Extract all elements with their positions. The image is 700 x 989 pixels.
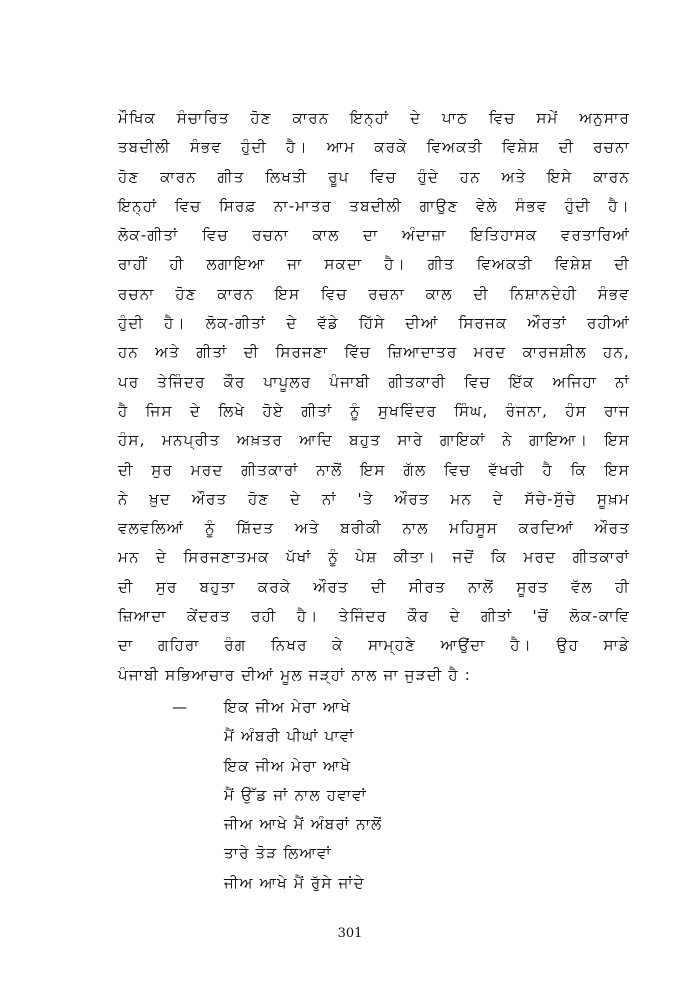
poem-line-text: ਇਕ ਜੀਅ ਮੇਰਾ ਆਖੇ	[224, 698, 352, 716]
paragraph-line: ਨੇ ਖ਼ੁਦ ਔਰਤ ਹੋਣ ਦੇ ਨਾਂ 'ਤੇ ਔਰਤ ਮਨ ਦੇ ਸੱਚੇ-ਸੁੱਚੇ ਸੂਖ਼ਮ	[118, 489, 630, 508]
paragraph-line: ਜ਼ਿਆਦਾ ਕੇਂਦਰਤ ਰਹੀ ਹੈ। ਤੇਜਿੰਦਰ ਕੌਰ ਦੇ ਗੀਤਾਂ 'ਚੋਂ ਲੋਕ-ਕਾਵਿ	[118, 607, 630, 626]
paragraph-line: ਹਨ ਅਤੇ ਗੀਤਾਂ ਦੀ ਸਿਰਜਣਾ ਵਿੱਚ ਜ਼ਿਆਦਾਤਰ ਮਰਦ ਕਾਰਜਸ਼ੀਲ ਹਨ,	[118, 343, 630, 362]
paragraph-line: ਪੰਜਾਬੀ ਸਭਿਆਚਾਰ ਦੀਆਂ ਮੂਲ ਜੜ੍ਹਾਂ ਨਾਲ ਜਾ ਜੁੜਦੀ ਹੈ :	[118, 665, 472, 684]
paragraph-line: ਦੀ ਸੁਰ ਬਹੁਤਾ ਕਰਕੇ ਔਰਤ ਦੀ ਸੀਰਤ ਨਾਲੋਂ ਸੂਰਤ ਵੱਲ ਹੀ	[118, 577, 630, 596]
poem-line-text: ਇਕ ਜੀਅ ਮੇਰਾ ਆਖੇ	[224, 756, 352, 775]
paragraph-line: ਤਬਦੀਲੀ ਸੰਭਵ ਹੁੰਦੀ ਹੈ। ਆਮ ਕਰਕੇ ਵਿਅਕਤੀ ਵਿਸ਼ੇਸ਼ ਦੀ ਰਚਨਾ	[118, 138, 630, 157]
paragraph-line: ਹੁੰਦੀ ਹੈ। ਲੋਕ-ਗੀਤਾਂ ਦੇ ਵੱਡੇ ਹਿੱਸੇ ਦੀਆਂ ਸਿਰਜਕ ਔਰਤਾਂ ਰਹੀਆਂ	[118, 314, 630, 333]
paragraph-line: ਹੰਸ, ਮਨਪ੍ਰੀਤ ਅਖ਼ਤਰ ਆਦਿ ਬਹੁਤ ਸਾਰੇ ਗਾਇਕਾਂ ਨੇ ਗਾਇਆ। ਇਸ	[118, 431, 630, 450]
poem-line-text: ਮੈਂ ਅੰਬਰੀ ਪੀਘਾਂ ਪਾਵਾਂ	[224, 727, 355, 746]
paragraph-line: ਵਲਵਲਿਆਂ ਨੂੰ ਸ਼ਿੱਦਤ ਅਤੇ ਬਰੀਕੀ ਨਾਲ ਮਹਿਸੂਸ ਕਰਦਿਆਂ ਔਰਤ	[118, 519, 630, 538]
body-paragraph	[118, 104, 630, 690]
paragraph-line: ਮੌਖਿਕ ਸੰਚਾਰਿਤ ਹੋਣ ਕਾਰਨ ਇਨ੍ਹਾਂ ਦੇ ਪਾਠ ਵਿਚ ਸਮੇਂ ਅਨੁਸਾਰ	[118, 109, 630, 127]
poem-line	[172, 810, 552, 839]
paragraph-line: ਹੈ ਜਿਸ ਦੇ ਲਿਖੇ ਹੋਏ ਗੀਤਾਂ ਨੂੰ ਸੁਖਵਿੰਦਰ ਸਿੰਘ, ਰੰਜਨਾ, ਹੰਸ ਰਾਜ	[118, 401, 630, 420]
page-number: 301	[337, 926, 363, 941]
paragraph-line: ਲੋਕ-ਗੀਤਾਂ ਵਿਚ ਰਚਨਾ ਕਾਲ ਦਾ ਅੰਦਾਜ਼ਾ ਇਤਿਹਾਸਕ ਵਰਤਾਰਿਆਂ	[118, 226, 630, 245]
paragraph-line: ਰਚਨਾ ਹੋਣ ਕਾਰਨ ਇਸ ਵਿਚ ਰਚਨਾ ਕਾਲ ਦੀ ਨਿਸ਼ਾਨਦੇਹੀ ਸੰਭਵ	[118, 284, 630, 303]
poem-block	[172, 693, 552, 898]
poem-line	[172, 781, 552, 810]
paragraph-line: ਮਨ ਦੇ ਸਿਰਜਣਾਤਮਕ ਪੱਖਾਂ ਨੂੰ ਪੇਸ਼ ਕੀਤਾ। ਜਦੋਂ ਕਿ ਮਰਦ ਗੀਤਕਾਰਾਂ	[118, 548, 630, 567]
poem-line	[172, 722, 552, 751]
poem-line-text: ਜੀਅ ਆਖੇ ਮੈਂ ਰੁੱਸੇ ਜਾਂਦੇ	[224, 873, 365, 892]
paragraph-line: ਹੋਣ ਕਾਰਨ ਗੀਤ ਲਿਖਤੀ ਰੂਪ ਵਿਚ ਹੁੰਦੇ ਹਨ ਅਤੇ ਇਸੇ ਕਾਰਨ	[118, 167, 630, 186]
paragraph-line: ਦਾ ਗਹਿਰਾ ਰੰਗ ਨਿਖਰ ਕੇ ਸਾਮ੍ਹਣੇ ਆਉਂਦਾ ਹੈ। ਉਹ ਸਾਡੇ	[118, 636, 630, 655]
paragraph-line: ਪਰ ਤੇਜਿੰਦਰ ਕੌਰ ਪਾਪੂਲਰ ਪੰਜਾਬੀ ਗੀਤਕਾਰੀ ਵਿਚ ਇੱਕ ਅਜਿਹਾ ਨਾਂ	[118, 372, 630, 391]
poem-line-text: ਮੈਂ ਉੱਡ ਜਾਂ ਨਾਲ ਹਵਾਵਾਂ	[224, 785, 367, 804]
poem-line	[172, 752, 552, 781]
poem-dash: —	[172, 698, 189, 716]
poem-line	[172, 869, 552, 898]
paragraph-line: ਦੀ ਸੁਰ ਮਰਦ ਗੀਤਕਾਰਾਂ ਨਾਲੋਂ ਇਸ ਗੱਲ ਵਿਚ ਵੱਖਰੀ ਹੈ ਕਿ ਇਸ	[118, 460, 630, 479]
poem-line	[172, 693, 552, 722]
poem-line	[172, 839, 552, 868]
paragraph-line: ਰਾਹੀਂ ਹੀ ਲਗਾਇਆ ਜਾ ਸਕਦਾ ਹੈ। ਗੀਤ ਵਿਅਕਤੀ ਵਿਸ਼ੇਸ਼ ਦੀ	[118, 255, 630, 274]
paragraph-line: ਇਨ੍ਹਾਂ ਵਿਚ ਸਿਰਫ਼ ਨਾ-ਮਾਤਰ ਤਬਦੀਲੀ ਗਾਉਣ ਵੇਲੇ ਸੰਭਵ ਹੁੰਦੀ ਹੈ।	[118, 196, 630, 215]
poem-line-text: ਜੀਅ ਆਖੇ ਮੈਂ ਅੰਬਰਾਂ ਨਾਲੋਂ	[224, 815, 383, 834]
poem-line-text: ਤਾਰੇ ਤੋੜ ਲਿਆਵਾਂ	[224, 844, 332, 863]
